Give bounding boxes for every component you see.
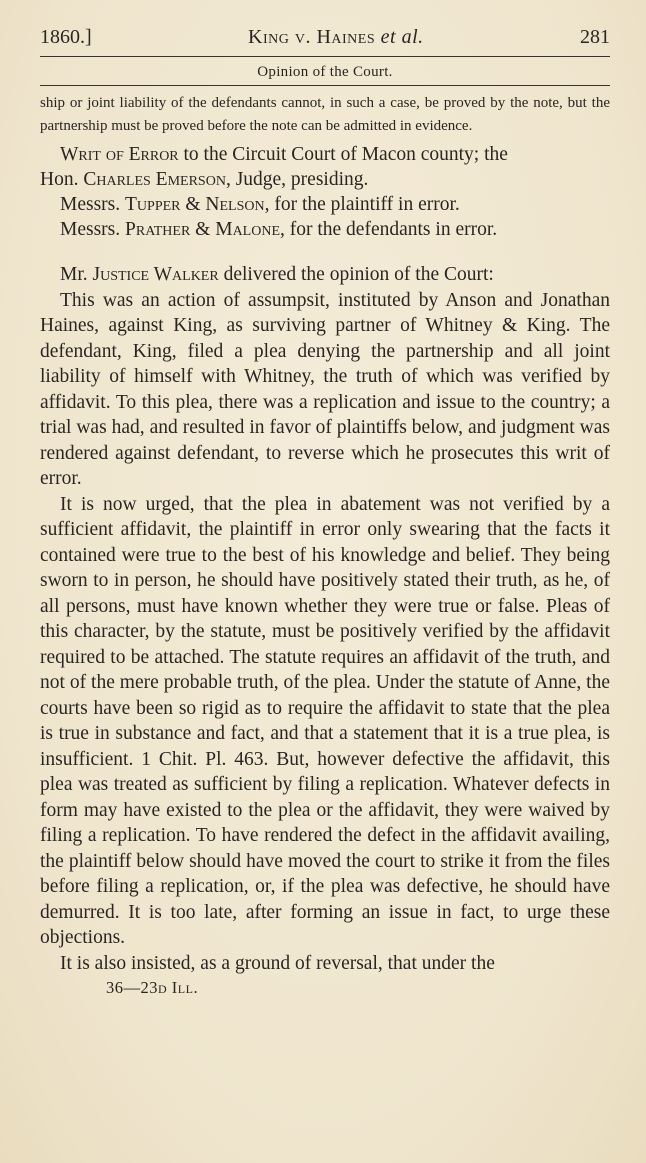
- page-number: 281: [580, 26, 610, 48]
- opinion-paragraph: This was an action of assumpsit, instituted by Anson and Jonathan Haines, against King, as surviving partner of Whitney & King. The defendant, King, filed a plea denying the partnership and all joint liability of himself with Whitney, the truth of which was verified by affidavit. To this plea, there was a replication and issue to the country; a trial was had, and resulted in favor of plaintiffs below, and judgment was rendered against defendant, to reverse which he prosecutes this writ of error.: [40, 289, 610, 489]
- headnote-tail: ship or joint liability of the defendants cannot, in such a case, be proved by the note, but the partnership must be proved before the note can be admitted in evidence.: [40, 95, 610, 134]
- signature-mark: 36—23d Ill.: [106, 978, 199, 997]
- justice-name: Justice Walker: [92, 264, 219, 285]
- writ-line: [40, 142, 610, 167]
- intro-rest: delivered the opinion of the Court:: [218, 264, 494, 285]
- running-head: [40, 24, 610, 54]
- judge-name: Charles Emerson: [83, 169, 226, 190]
- case-title-main: King v. Haines: [248, 26, 376, 48]
- section-subhead: Opinion of the Court.: [257, 64, 393, 80]
- writ-prefix: Writ of Error: [60, 144, 179, 165]
- opinion-body: [40, 262, 610, 976]
- header-rule: [40, 56, 610, 57]
- judge-prefix: Hon.: [40, 169, 84, 190]
- judge-line: [40, 167, 610, 192]
- case-title-italic: et al.: [380, 26, 424, 48]
- plaintiff-counsel: Tupper & Nelson: [125, 194, 265, 215]
- year: 1860.]: [40, 26, 92, 48]
- plaintiff-prefix: Messrs.: [60, 194, 126, 215]
- defendant-counsel-line: [40, 217, 610, 242]
- plaintiff-rest: , for the plaintiff in error.: [264, 194, 460, 215]
- opinion-paragraph: It is now urged, that the plea in abatement was not verified by a sufficient affidavit, the plaintiff in error only swearing that the facts it contained were true to the best of his knowledge and belief. They being sworn to in person, he should have positively stated their truth, as he, of all persons, must have known whether they were true or false. Pleas of this character, by the statute, must be positively verified by the affidavit required to be attached. The statute requires an affidavit of the truth, and not of the mere probable truth, of the plea. Under the statute of Anne, the courts have been so rigid as to require the affidavit to state that the plea is true in substance and fact, and that a statement that it is a true plea, is insufficient. 1 Chit. Pl. 463. But, however defective the affidavit, this plea was treated as sufficient by filing a replication. Whatever defects in form may have existed to the plea or the affidavit, they were waived by filing a replication. To have rendered the defect in the affidavit availing, the plaintiff below should have moved the court to strike it from the files before filing a replication, or, if the plea was defective, he should have demurred. It is too late, after forming an issue in fact, to urge these objections.: [40, 493, 610, 948]
- subhead-rule: [40, 85, 610, 86]
- plaintiff-counsel-line: [40, 192, 610, 217]
- opinion-intro: [40, 262, 610, 288]
- case-meta: [40, 142, 610, 242]
- judge-rest: , Judge, presiding.: [225, 169, 369, 190]
- defendant-prefix: Messrs.: [60, 219, 126, 240]
- intro-prefix: Mr.: [60, 264, 93, 285]
- defendant-rest: , for the defendants in error.: [280, 219, 498, 240]
- defendant-counsel: Prather & Malone: [125, 219, 280, 240]
- opinion-paragraph: It is also insisted, as a ground of reversal, that under the: [60, 952, 495, 974]
- writ-rest: to the Circuit Court of Macon county; the: [178, 144, 508, 165]
- spacer: [40, 242, 610, 262]
- case-title: [248, 24, 424, 50]
